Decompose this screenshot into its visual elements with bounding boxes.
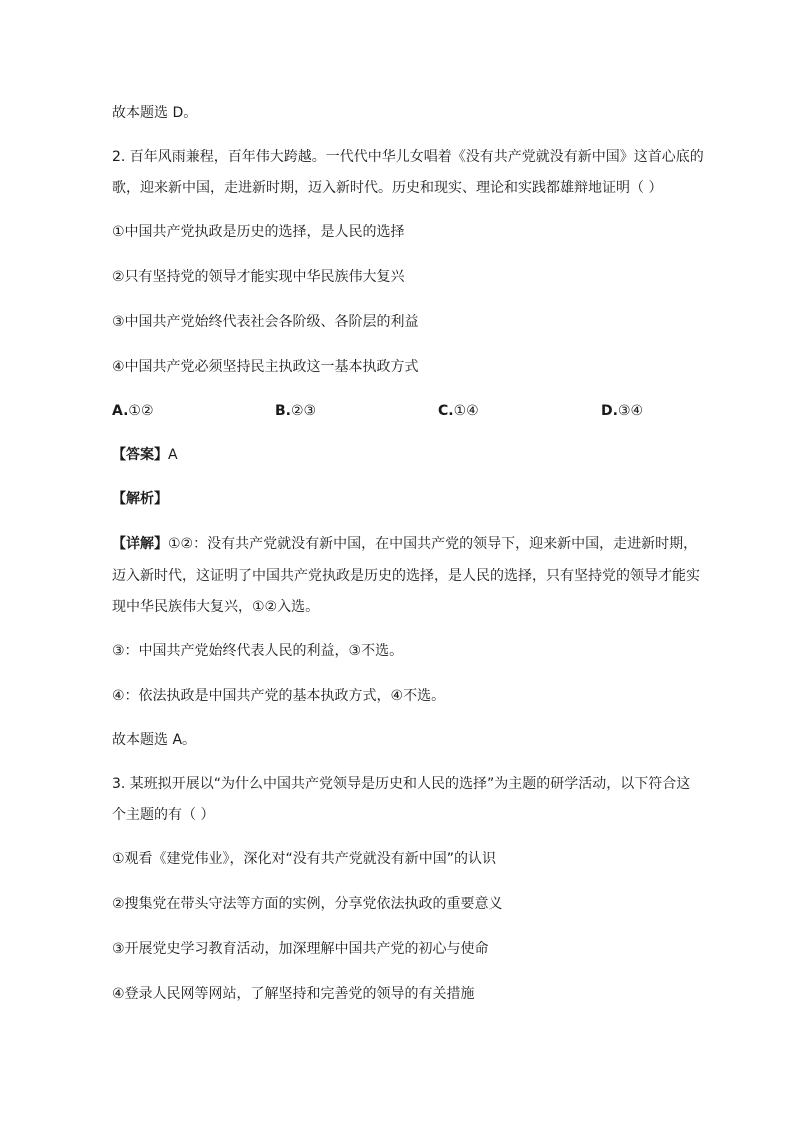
option-text: ①④ bbox=[453, 403, 479, 419]
q3-stem-line1: 3. 某班拟开展以“为什么中国共产党领导是历史和人民的选择”为主题的研学活动，以下符合这 bbox=[112, 776, 691, 792]
answer-label: 【答案】 bbox=[112, 447, 168, 463]
q2-detail-line4: ③：中国共产党始终代表人民的利益，③不选。 bbox=[112, 643, 404, 659]
q3-statement-3: ③开展党史学习教育活动，加深理解中国共产党的初心与使命 bbox=[112, 941, 489, 957]
option-text: ①② bbox=[128, 403, 154, 419]
detail-label: 【详解】 bbox=[112, 536, 168, 552]
q2-conclusion: 故本题选 A。 bbox=[112, 732, 197, 748]
q3-statement-4: ④登录人民网等网站，了解坚持和完善党的领导的有关措施 bbox=[112, 986, 475, 1002]
answer-value: A bbox=[168, 447, 178, 463]
option-letter: A. bbox=[112, 403, 129, 419]
option-text: ②③ bbox=[291, 403, 317, 419]
q2-statement-3: ③中国共产党始终代表社会各阶级、各阶层的利益 bbox=[112, 314, 419, 330]
q3-stem-line2: 个主题的有（ ） bbox=[112, 807, 215, 823]
option-letter: C. bbox=[438, 403, 454, 419]
q2-statement-2: ②只有坚持党的领导才能实现中华民族伟大复兴 bbox=[112, 269, 405, 285]
q2-answer bbox=[112, 445, 178, 465]
q3-statement-1: ①观看《建党伟业》，深化对“没有共产党就没有新中国”的认识 bbox=[112, 851, 497, 867]
q2-stem-line1: 2. 百年风雨兼程，百年伟大跨越。一代代中华儿女唱着《没有共产党就没有新中国》这首心底的 bbox=[112, 149, 704, 165]
option-text: ③④ bbox=[617, 403, 644, 419]
q2-statement-1: ①中国共产党执政是历史的选择，是人民的选择 bbox=[112, 224, 405, 240]
q3-statement-2: ②搜集党在带头守法等方面的实例，分享党依法执政的重要意义 bbox=[112, 896, 503, 912]
q2-detail-line1 bbox=[112, 534, 697, 554]
q1-conclusion: 故本题选 D。 bbox=[112, 105, 198, 121]
q2-option-b bbox=[275, 401, 316, 421]
q2-analysis-label: 【解析】 bbox=[112, 491, 168, 507]
option-letter: B. bbox=[275, 403, 291, 419]
q2-option-c bbox=[438, 401, 479, 421]
q2-detail-line2: 迈入新时代，这证明了中国共产党执政是历史的选择，是人民的选择，只有坚持党的领导才能实 bbox=[112, 568, 700, 584]
detail-text: ①②：没有共产党就没有新中国，在中国共产党的领导下，迎来新中国，走进新时期， bbox=[168, 536, 698, 552]
q2-stem-line2: 歌，迎来新中国，走进新时期，迈入新时代。历史和现实、理论和实践都雄辩地证明（ ） bbox=[112, 180, 663, 196]
q2-option-d bbox=[601, 401, 643, 421]
q2-detail-line3: 现中华民族伟大复兴，①②入选。 bbox=[112, 599, 320, 615]
q2-option-a bbox=[112, 401, 154, 421]
option-letter: D. bbox=[601, 403, 618, 419]
q2-detail-line5: ④：依法执政是中国共产党的基本执政方式，④不选。 bbox=[112, 688, 446, 704]
q2-statement-4: ④中国共产党必须坚持民主执政这一基本执政方式 bbox=[112, 359, 419, 375]
